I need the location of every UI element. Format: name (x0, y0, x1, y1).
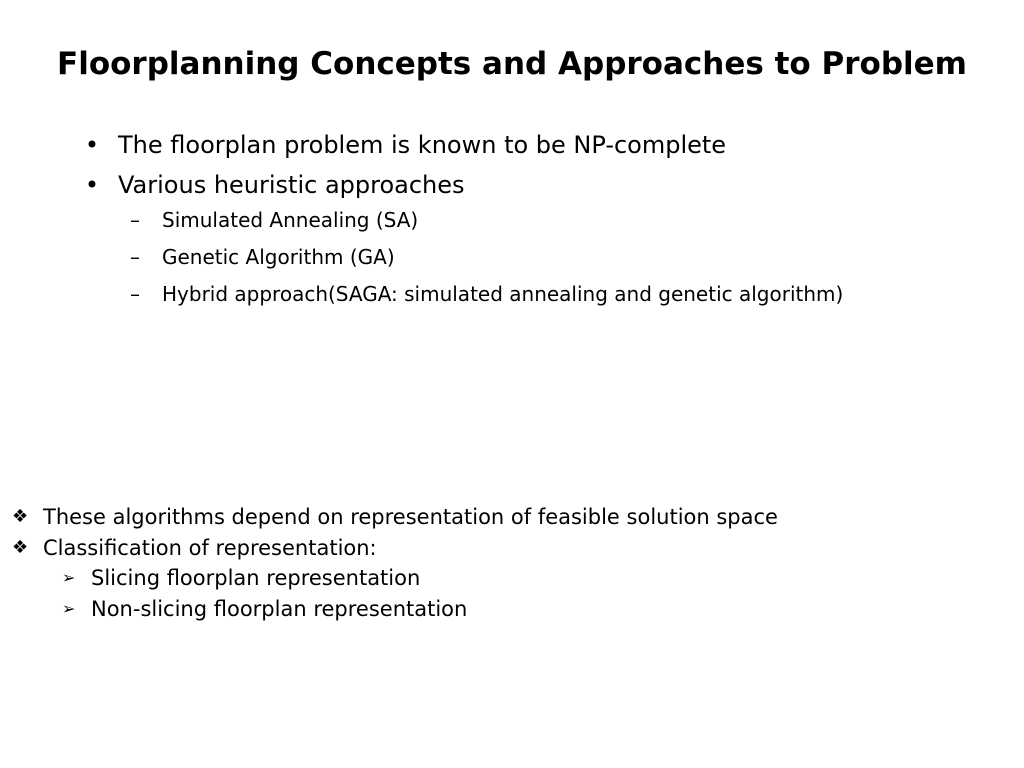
sub-item-text: Genetic Algorithm (GA) (162, 245, 395, 269)
sub-item-text: Hybrid approach(SAGA: simulated annealing and genetic algorithm) (162, 282, 844, 306)
approaches-sublist (82, 205, 982, 309)
bullet-text: The floorplan problem is known to be NP-complete (118, 131, 727, 159)
slide-title: Floorplanning Concepts and Approaches to Problem (57, 46, 967, 82)
diamond-bullet-icon: ❖ (12, 536, 29, 558)
bullet-icon: • (84, 131, 100, 159)
dash-icon: – (130, 245, 140, 269)
note-classification (12, 533, 1012, 564)
note-sub-slicing (12, 563, 1012, 594)
arrow-bullet-icon: ➢ (62, 598, 76, 618)
bullet-text: Various heuristic approaches (118, 171, 465, 199)
heuristics-bullet-list (82, 125, 982, 309)
note-sub-text: Slicing floorplan representation (91, 566, 421, 590)
representation-note-list (12, 502, 1012, 624)
note-text: Classification of representation: (43, 535, 377, 560)
sub-item-text: Simulated Annealing (SA) (162, 208, 419, 232)
sub-item-hybrid-approach (82, 279, 922, 309)
approaches-sublist-container (82, 205, 982, 309)
bullet-icon: • (84, 171, 100, 199)
bullet-np-complete (82, 125, 982, 165)
diamond-bullet-icon: ❖ (12, 506, 29, 527)
dash-icon: – (130, 208, 140, 232)
sub-item-genetic-algorithm (82, 242, 922, 272)
dash-icon: – (130, 282, 140, 306)
note-text: These algorithms depend on representation of feasible solution space (43, 505, 778, 529)
bullet-heuristic-approaches (82, 165, 982, 205)
arrow-bullet-icon: ➢ (62, 568, 76, 587)
note-sub-non-slicing (12, 594, 1012, 625)
sub-item-simulated-annealing (82, 205, 922, 235)
note-algorithms-depend (12, 502, 1012, 533)
note-sub-text: Non-slicing floorplan representation (91, 596, 468, 621)
